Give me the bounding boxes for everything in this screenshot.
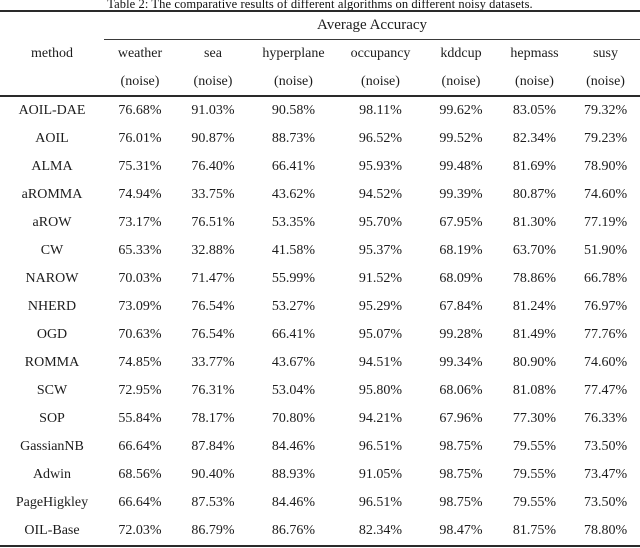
table-caption: Table 2: The comparative results of different algorithms on different noisy datasets. — [107, 0, 533, 11]
value-cell-weather: 73.09% — [118, 299, 162, 314]
method-cell: CW — [40, 243, 64, 258]
value-cell-weather: 70.63% — [118, 327, 162, 342]
method-cell: AOIL — [35, 131, 69, 146]
column-header-method: method — [31, 45, 73, 61]
value-cell-hyperplane: 43.67% — [271, 355, 316, 370]
value-cell-susy: 74.60% — [583, 355, 628, 370]
subheader-noise: (noise) — [104, 68, 176, 96]
value-cell-susy: 73.47% — [583, 467, 628, 482]
value-cell-weather: 70.03% — [118, 271, 162, 286]
value-cell-sea: 90.40% — [191, 467, 235, 482]
results-table — [0, 10, 640, 547]
value-cell-hepmass: 81.75% — [498, 517, 571, 546]
value-cell-kddcup: 99.34% — [439, 355, 483, 370]
value-cell-occupancy: 96.52% — [358, 131, 403, 146]
value-cell-occupancy: 91.52% — [358, 271, 403, 286]
value-cell-hepmass: 79.55% — [512, 495, 557, 510]
method-cell: PageHigkley — [15, 495, 89, 510]
method-cell: aROW — [32, 215, 72, 230]
value-cell-susy: 78.90% — [583, 159, 628, 174]
value-cell-susy: 74.60% — [583, 187, 628, 202]
subheader-noise: (noise) — [176, 68, 250, 96]
value-cell-susy: 79.32% — [583, 103, 628, 118]
table-row — [0, 237, 640, 265]
value-cell-hyperplane: 43.62% — [271, 187, 316, 202]
value-cell-sea: 86.79% — [176, 517, 250, 546]
value-cell-hepmass: 83.05% — [512, 103, 557, 118]
table-row — [0, 405, 640, 433]
value-cell-sea: 71.47% — [191, 271, 235, 286]
table-row — [0, 96, 640, 125]
value-cell-weather: 76.01% — [118, 131, 162, 146]
value-cell-occupancy: 94.21% — [358, 411, 403, 426]
value-cell-hyperplane: 55.99% — [271, 271, 316, 286]
value-cell-hyperplane: 66.41% — [271, 159, 316, 174]
value-cell-weather: 72.95% — [118, 383, 162, 398]
value-cell-susy: 73.50% — [583, 439, 628, 454]
column-header-weather: weather — [117, 46, 163, 61]
table-row — [0, 125, 640, 153]
value-cell-hepmass: 79.55% — [512, 439, 557, 454]
subheader-noise: (noise) — [498, 68, 571, 96]
value-cell-hepmass: 81.08% — [512, 383, 557, 398]
value-cell-occupancy: 98.11% — [359, 103, 402, 118]
value-cell-weather: 76.68% — [118, 103, 162, 118]
value-cell-weather: 66.64% — [118, 439, 162, 454]
method-cell: OGD — [36, 327, 68, 342]
value-cell-occupancy: 95.80% — [358, 383, 403, 398]
value-cell-susy: 77.76% — [583, 327, 628, 342]
value-cell-hepmass: 81.69% — [512, 159, 557, 174]
value-cell-occupancy: 95.29% — [358, 299, 403, 314]
table-row — [0, 377, 640, 405]
value-cell-susy: 77.19% — [583, 215, 628, 230]
value-cell-kddcup: 67.95% — [439, 215, 483, 230]
value-cell-occupancy: 94.51% — [358, 355, 403, 370]
value-cell-kddcup: 68.09% — [439, 271, 483, 286]
value-cell-sea: 76.40% — [191, 159, 235, 174]
value-cell-sea: 76.54% — [191, 327, 235, 342]
value-cell-occupancy: 94.52% — [358, 187, 403, 202]
subheader-noise: (noise) — [571, 68, 640, 96]
method-cell: SOP — [39, 411, 65, 426]
value-cell-kddcup: 68.19% — [439, 243, 483, 258]
value-cell-hyperplane: 86.76% — [250, 517, 337, 546]
value-cell-kddcup: 98.75% — [439, 467, 483, 482]
method-cell: Adwin — [32, 467, 72, 482]
value-cell-susy: 66.78% — [583, 271, 628, 286]
method-cell: GassianNB — [20, 439, 84, 454]
value-cell-susy: 76.33% — [583, 411, 628, 426]
value-cell-susy: 78.80% — [571, 517, 640, 546]
value-cell-hyperplane: 84.46% — [271, 439, 316, 454]
value-cell-hyperplane: 70.80% — [271, 411, 316, 426]
value-cell-kddcup: 98.75% — [439, 495, 483, 510]
value-cell-weather: 73.17% — [118, 215, 162, 230]
column-header-hyperplane: hyperplane — [262, 46, 325, 61]
method-cell: ROMMA — [24, 355, 80, 370]
value-cell-hyperplane: 88.93% — [271, 467, 316, 482]
value-cell-hepmass: 81.24% — [512, 299, 557, 314]
value-cell-sea: 76.54% — [191, 299, 235, 314]
value-cell-sea: 76.51% — [191, 215, 235, 230]
value-cell-susy: 51.90% — [583, 243, 628, 258]
method-column-spacer — [0, 68, 104, 96]
value-cell-sea: 91.03% — [191, 103, 235, 118]
value-cell-sea: 33.75% — [191, 187, 235, 202]
value-cell-hyperplane: 53.35% — [271, 215, 316, 230]
table-row — [0, 209, 640, 237]
column-header-kddcup: kddcup — [440, 46, 482, 61]
subheader-noise: (noise) — [250, 68, 337, 96]
value-cell-weather: 66.64% — [118, 495, 162, 510]
value-cell-sea: 78.17% — [191, 411, 235, 426]
value-cell-hyperplane: 41.58% — [271, 243, 316, 258]
column-header-susy: susy — [593, 46, 618, 61]
group-header-average-accuracy: Average Accuracy — [104, 11, 640, 40]
value-cell-kddcup: 67.84% — [439, 299, 483, 314]
value-cell-kddcup: 99.39% — [439, 187, 483, 202]
value-cell-weather: 72.03% — [104, 517, 176, 546]
value-cell-hyperplane: 53.04% — [271, 383, 316, 398]
value-cell-hepmass: 81.49% — [512, 327, 557, 342]
value-cell-hepmass: 78.86% — [512, 271, 557, 286]
value-cell-hyperplane: 84.46% — [271, 495, 316, 510]
table-row — [0, 349, 640, 377]
value-cell-occupancy: 82.34% — [337, 517, 424, 546]
method-cell: OIL-Base — [0, 517, 104, 546]
value-cell-hepmass: 80.90% — [512, 355, 557, 370]
value-cell-susy: 79.23% — [583, 131, 628, 146]
column-header-occupancy: occupancy — [350, 46, 411, 61]
value-cell-kddcup: 99.62% — [439, 103, 483, 118]
table-row — [0, 181, 640, 209]
column-subheader-row — [0, 68, 640, 96]
value-cell-hepmass: 82.34% — [512, 131, 557, 146]
column-header-sea: sea — [204, 46, 222, 61]
value-cell-sea: 76.31% — [191, 383, 235, 398]
value-cell-sea: 87.84% — [191, 439, 235, 454]
value-cell-occupancy: 95.93% — [358, 159, 403, 174]
value-cell-hepmass: 77.30% — [512, 411, 557, 426]
value-cell-weather: 55.84% — [118, 411, 162, 426]
value-cell-occupancy: 96.51% — [358, 439, 403, 454]
value-cell-occupancy: 95.70% — [358, 215, 403, 230]
value-cell-kddcup: 67.96% — [439, 411, 483, 426]
subheader-noise: (noise) — [337, 68, 424, 96]
table-row — [0, 461, 640, 489]
value-cell-weather: 65.33% — [118, 243, 162, 258]
value-cell-weather: 68.56% — [118, 467, 162, 482]
value-cell-susy: 77.47% — [583, 383, 628, 398]
group-header-row — [0, 11, 640, 40]
value-cell-weather: 75.31% — [118, 159, 162, 174]
column-header-hepmass: hepmass — [510, 46, 559, 61]
table-row — [0, 265, 640, 293]
method-cell: NAROW — [25, 271, 79, 286]
value-cell-occupancy: 96.51% — [358, 495, 403, 510]
value-cell-hyperplane: 66.41% — [271, 327, 316, 342]
value-cell-weather: 74.85% — [118, 355, 162, 370]
value-cell-occupancy: 91.05% — [358, 467, 403, 482]
value-cell-hyperplane: 88.73% — [271, 131, 316, 146]
value-cell-weather: 74.94% — [118, 187, 162, 202]
value-cell-kddcup: 98.47% — [424, 517, 498, 546]
value-cell-kddcup: 99.28% — [439, 327, 483, 342]
value-cell-kddcup: 98.75% — [439, 439, 483, 454]
method-cell: aROMMA — [21, 187, 83, 202]
value-cell-sea: 33.77% — [191, 355, 235, 370]
value-cell-susy: 73.50% — [583, 495, 628, 510]
value-cell-occupancy: 95.07% — [358, 327, 403, 342]
table-row — [0, 489, 640, 517]
value-cell-hepmass: 81.30% — [512, 215, 557, 230]
value-cell-hyperplane: 90.58% — [271, 103, 316, 118]
method-cell: AOIL-DAE — [18, 103, 86, 118]
subheader-noise: (noise) — [424, 68, 498, 96]
table-row — [0, 517, 640, 546]
value-cell-occupancy: 95.37% — [358, 243, 403, 258]
value-cell-kddcup: 99.52% — [439, 131, 483, 146]
table-row — [0, 433, 640, 461]
method-column-spacer — [0, 11, 104, 40]
table-row — [0, 153, 640, 181]
value-cell-sea: 87.53% — [191, 495, 235, 510]
value-cell-kddcup: 68.06% — [439, 383, 483, 398]
table-row — [0, 293, 640, 321]
column-header-row — [0, 40, 640, 69]
value-cell-sea: 32.88% — [191, 243, 235, 258]
table-body — [0, 96, 640, 546]
method-cell: ALMA — [31, 159, 73, 174]
value-cell-susy: 76.97% — [583, 299, 628, 314]
table-row — [0, 321, 640, 349]
method-cell: NHERD — [27, 299, 77, 314]
value-cell-sea: 90.87% — [191, 131, 235, 146]
value-cell-hepmass: 79.55% — [512, 467, 557, 482]
value-cell-hyperplane: 53.27% — [271, 299, 316, 314]
value-cell-kddcup: 99.48% — [439, 159, 483, 174]
value-cell-hepmass: 63.70% — [512, 243, 557, 258]
value-cell-hepmass: 80.87% — [512, 187, 557, 202]
method-cell: SCW — [36, 383, 68, 398]
